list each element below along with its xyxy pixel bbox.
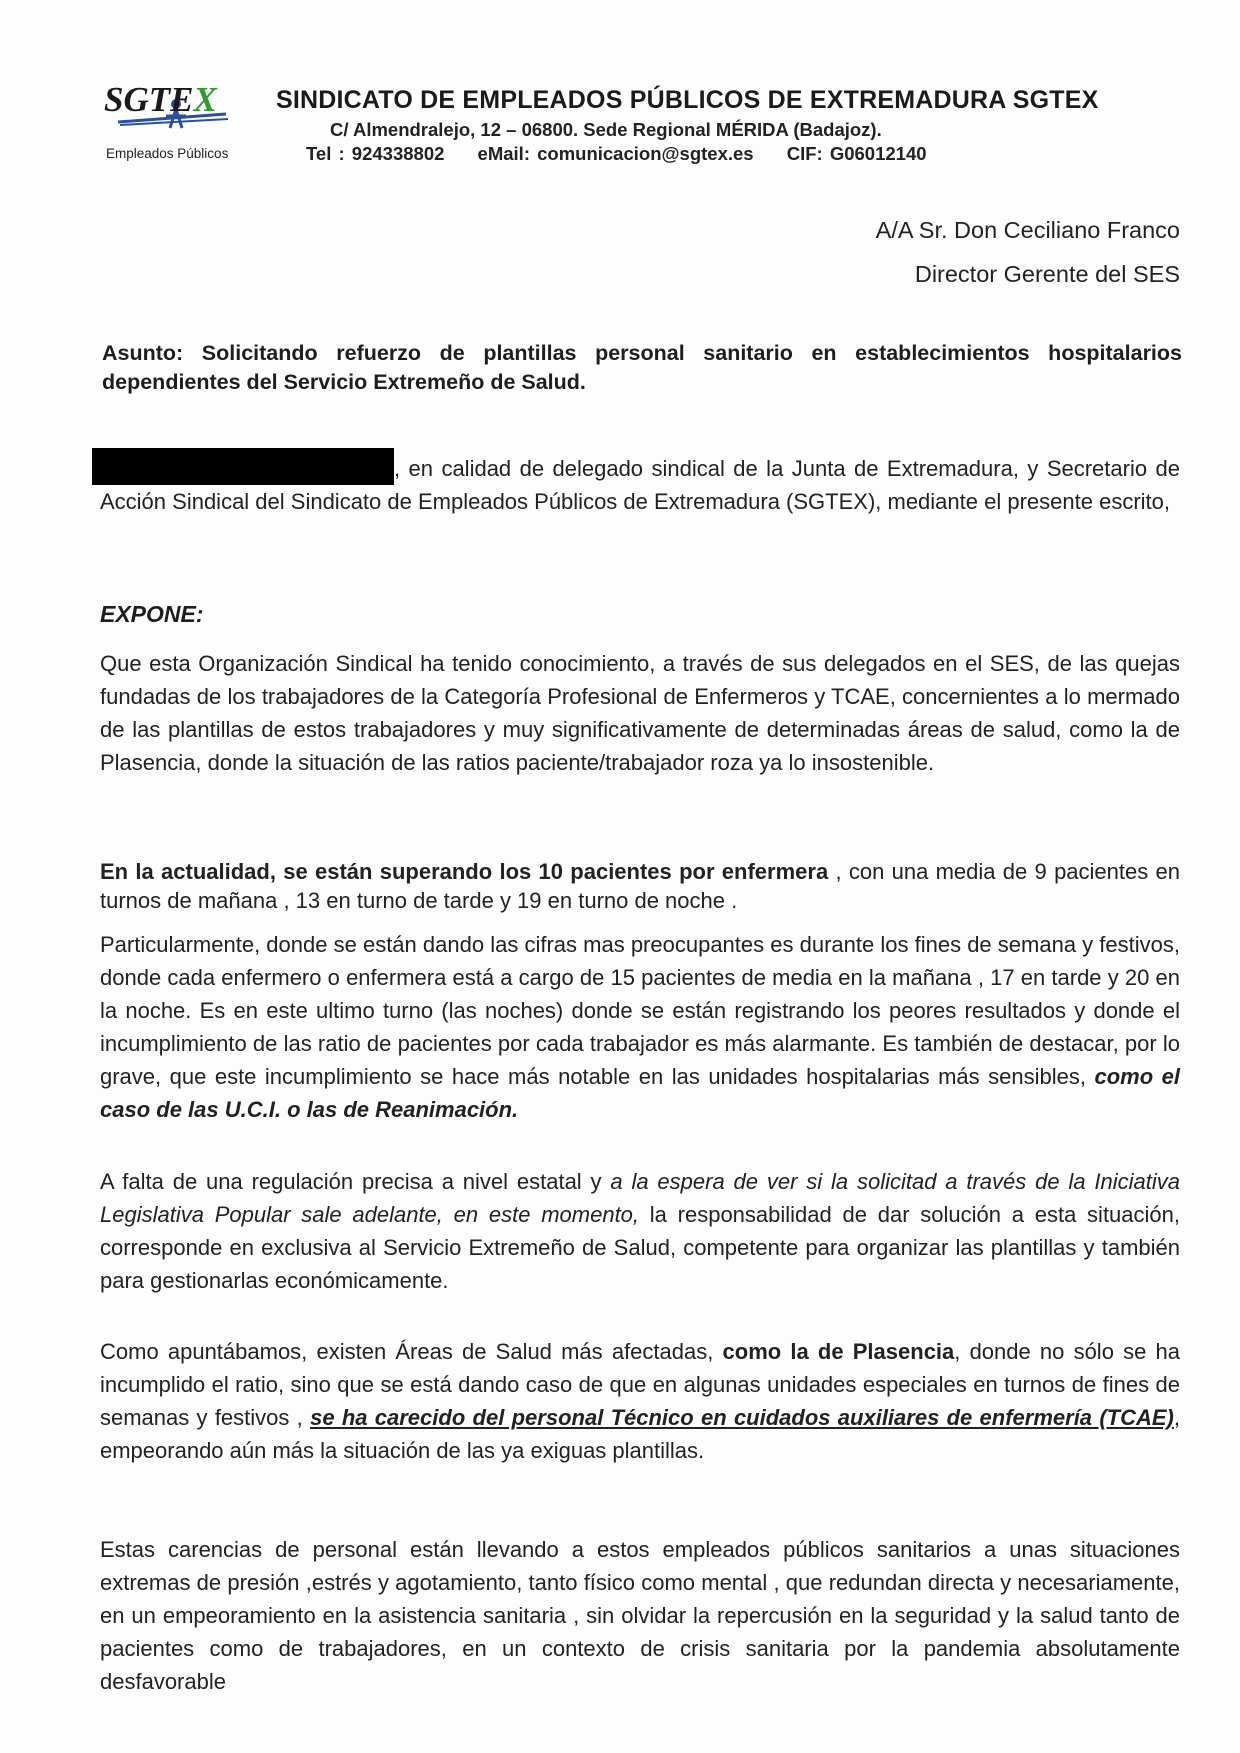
sgtex-logo (100, 82, 270, 162)
subject-text: Solicitando refuerzo de plantillas personal sanitario en establecimientos hospitalarios dependientes del Servicio Extremeño de Salud. (102, 341, 1182, 394)
redacted-name-block (92, 448, 394, 485)
paragraph-2-rest: , con una media de 9 pacientes en turnos de mañana , 13 en turno de tarde y 19 en turno de noche . (100, 859, 1181, 913)
paragraph-4-end: la responsabilidad de dar solución a esta situación, corresponde en exclusiva al Servicio Extremeño de Salud, competente para organizar las plantillas y también para gestionarlas económicamente. (100, 1202, 1180, 1293)
subject-label: Asunto: (102, 341, 184, 365)
organization-name: SINDICATO DE EMPLEADOS PÚBLICOS DE EXTREMADURA SGTEX (276, 86, 1099, 114)
organization-address: C/ Almendralejo, 12 – 06800. Sede Regional MÉRIDA (Badajoz). (330, 119, 882, 140)
paragraph-5-middle: , donde no sólo se ha incumplido el ratio, sino que se está dando caso de que en algunas unidades especiales en turnos de fines de semanas y festivos , (100, 1339, 1180, 1430)
paragraph-4-italic: a la espera de ver si la solicitad a través de la Iniciativa Legislativa Popular sale adelante, en este momento, (100, 1169, 1180, 1227)
paragraph-2 (100, 857, 1180, 915)
cif-number: CIF: G06012140 (786, 143, 927, 164)
paragraph-1: Que esta Organización Sindical ha tenido conocimiento, a través de sus delegados en el SES, de las quejas fundadas de los trabajadores de la Categoría Profesional de Enfermeros y TCAE, concernientes a lo mermado de las plantillas de estos trabajadores y muy significativamente de determinadas áreas de salud, como la de Plasencia, donde la situación de las ratios paciente/trabajador roza ya lo insostenible. (100, 651, 1180, 775)
logo-wordmark: SGTEX (104, 80, 217, 119)
recipient-title: Director Gerente del SES (914, 261, 1180, 287)
subject-line (102, 339, 1182, 397)
recipient-block (876, 208, 1180, 296)
paragraph-5 (100, 1335, 1180, 1467)
paragraph-5-bold: como la de Plasencia (722, 1339, 955, 1364)
paragraph-6: Estas carencias de personal están llevando a estos empleados públicos sanitarios a unas situaciones extremas de presión ,estrés y agotamiento, tanto físico como mental , que redundan directa y necesariamente, en un empeoramiento en la asistencia sanitaria , sin olvidar la repercusión en la seguridad y la salud tanto de pacientes como de trabajadores, en un contexto de crisis sanitaria por la pandemia absolutamente desfavorable (100, 1537, 1180, 1694)
paragraph-4 (100, 1165, 1180, 1297)
recipient-name: A/A Sr. Don Ceciliano Franco (875, 217, 1180, 243)
paragraph-4-start: A falta de una regulación precisa a nivel estatal y (100, 1169, 611, 1194)
logo-subtitle: Empleados Públicos (106, 146, 229, 161)
paragraph-3 (100, 928, 1180, 1126)
expone-heading: EXPONE: (100, 601, 204, 627)
paragraph-2-highlight: En la actualidad, se están superando los 10 pacientes por enfermera (100, 859, 829, 884)
paragraph-3-text: Particularmente, donde se están dando las cifras mas preocupantes es durante los fines de semana y festivos, donde cada enfermero o enfermera está a cargo de 15 pacientes de media en la mañana , 17 en tarde y 20 en la noche. Es en este ultimo turno (las noches) donde se están registrando los peores resultados y donde el incumplimiento de las ratio de pacientes por cada trabajador es más alarmante. Es también de destacar, por lo grave, que este incumplimiento se hace más notable en las unidades hospitalarias más sensibles, (100, 932, 1180, 1089)
intro-paragraph (100, 448, 1180, 518)
paragraph-5-end: , empeorando aún más la situación de las ya exiguas plantillas. (100, 1405, 1180, 1463)
paragraph-5-emphasis: se ha carecido del personal Técnico en cuidados auxiliares de enfermería (TCAE) (310, 1405, 1174, 1430)
paragraph-3-emphasis: como el caso de las U.C.I. o las de Reanimación. (100, 1064, 1180, 1122)
organization-contact (306, 143, 953, 165)
phone-number: Tel : 924338802 (306, 143, 445, 164)
intro-text: , en calidad de delegado sindical de la Junta de Extremadura, y Secretario de Acción Sindical del Sindicato de Empleados Públicos de Extremadura (SGTEX), mediante el presente escrito, (100, 456, 1180, 514)
paragraph-5-start: Como apuntábamos, existen Áreas de Salud más afectadas, (100, 1339, 723, 1364)
email-address: eMail: comunicacion@sgtex.es (477, 143, 754, 164)
